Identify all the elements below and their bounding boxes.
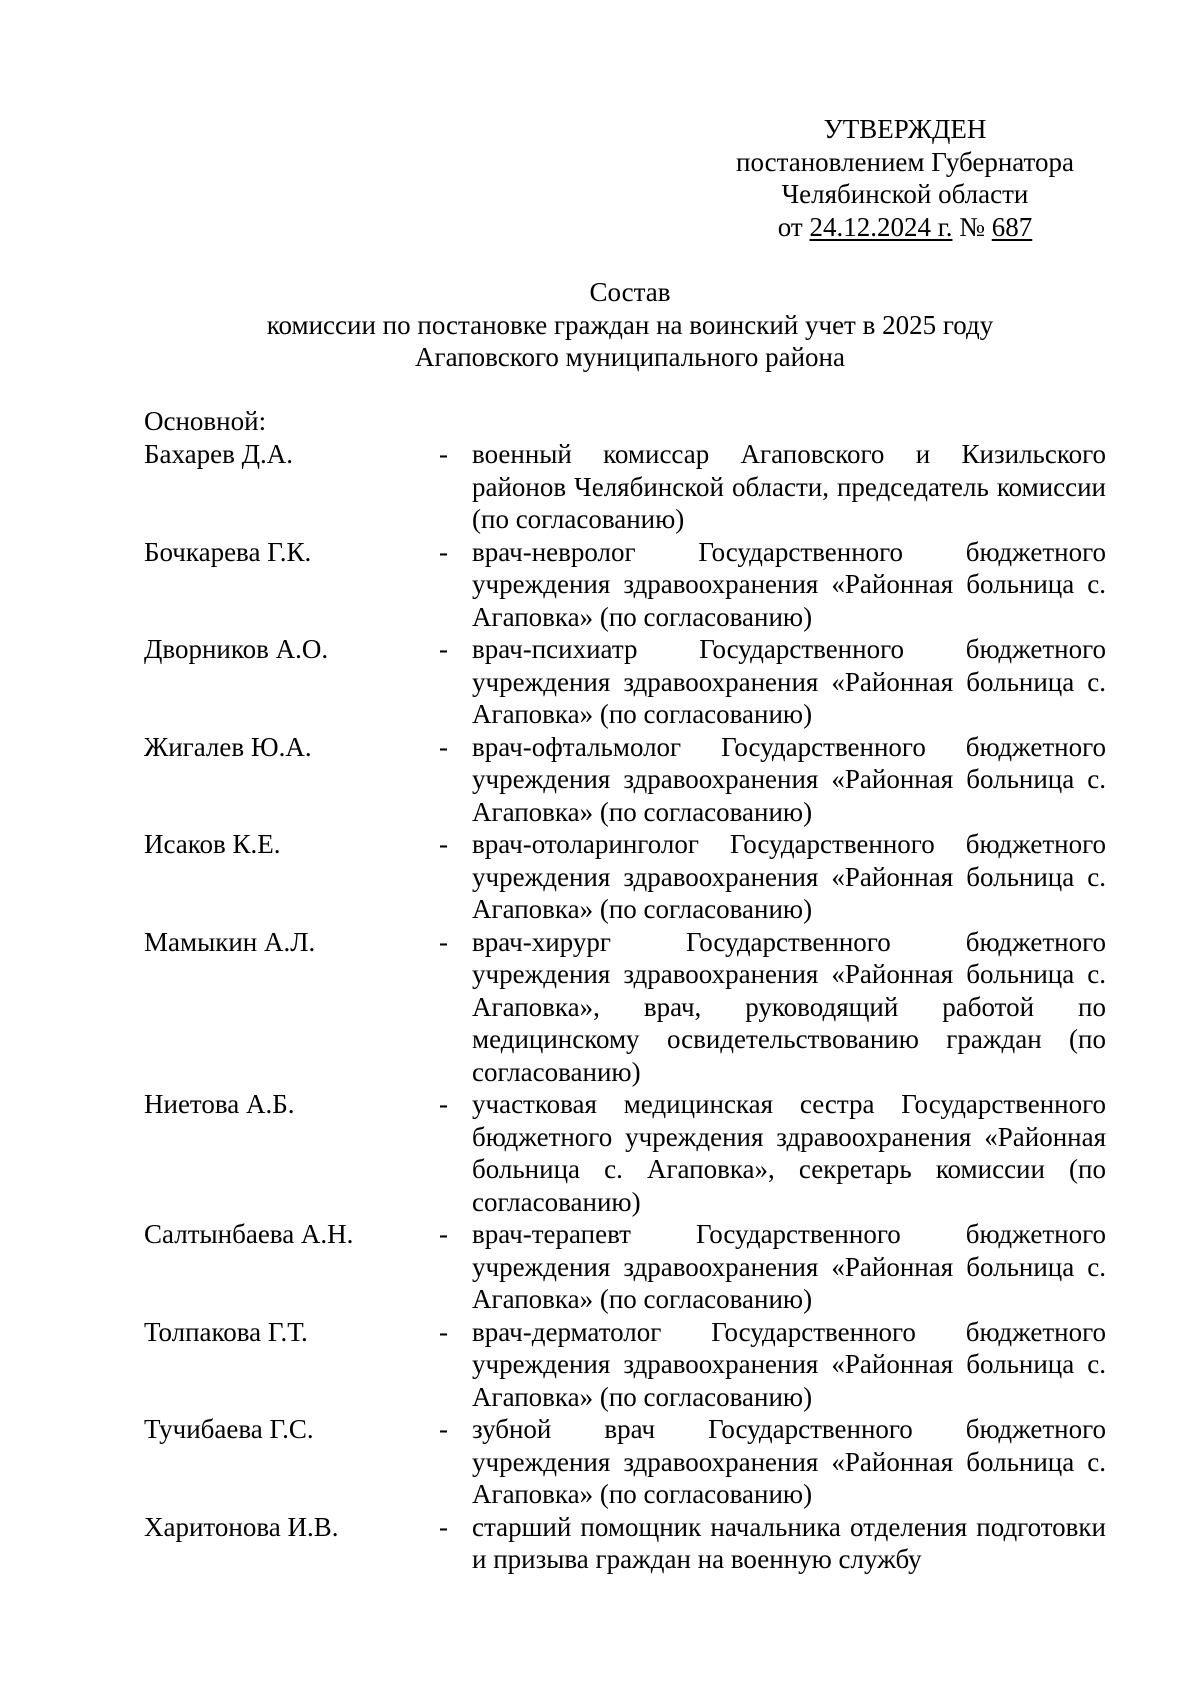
member-row [144,633,1104,731]
document-heading [150,276,1110,374]
member-name: Харитонова И.В. [144,1511,339,1542]
member-row [144,1088,1104,1218]
section-label: Основной: [144,406,267,436]
member-name: Жигалев Ю.А. [144,731,312,762]
member-role: врач-дерматолог Государственного бюджетного учреждения здравоохранения «Районная больница с. Агаповка» (по согласованию) [472,1316,1106,1412]
member-row [144,1218,1104,1316]
member-name: Бахарев Д.А. [144,439,294,469]
member-dash: - [439,1511,448,1542]
member-name: Салтынбаева А.Н. [144,1219,354,1249]
approval-number-sign: № [959,211,985,242]
member-role: врач-хирург Государственного бюджетного учреждения здравоохранения «Районная больница с. Агаповка», врач, руководящий работой по медицинскому освидетельствованию граждан (по согласованию) [472,926,1106,1087]
approval-stamp [720,113,1090,243]
member-dash: - [439,536,448,567]
heading-title: Состав [589,277,671,307]
member-name: Бочкарева Г.К. [144,536,312,567]
member-role: зубной врач Государственного бюджетного учреждения здравоохранения «Районная больница с. Агаповка» (по согласованию) [472,1414,1106,1509]
approval-date-line [720,211,1090,244]
member-role: врач-невролог Государственного бюджетного учреждения здравоохранения «Районная больница с. Агаповка» (по согласованию) [472,536,1106,632]
member-dash: - [439,1414,448,1444]
member-dash: - [439,731,448,762]
member-role: врач-терапевт Государственного бюджетного учреждения здравоохранения «Районная больница с. Агаповка» (по согласованию) [472,1219,1106,1314]
member-role: врач-офтальмолог Государственного бюджетного учреждения здравоохранения «Районная больница с. Агаповка» (по согласованию) [472,731,1106,827]
member-dash: - [439,829,448,859]
member-row [144,1413,1104,1511]
member-list [144,438,1104,1576]
member-row [144,1511,1104,1576]
member-row [144,1316,1104,1414]
member-role: врач-психиатр Государственного бюджетного учреждения здравоохранения «Районная больница с. Агаповка» (по согласованию) [472,634,1106,729]
heading-line-1: комиссии по постановке граждан на воинский учет в 2025 году [266,309,994,340]
approval-line-2: Челябинской области [781,179,1029,209]
member-row [144,438,1104,536]
member-name: Дворников А.О. [144,634,329,664]
member-name: Ниетова А.Б. [144,1089,295,1119]
member-name: Тучибаева Г.С. [144,1414,314,1444]
approval-number: 687 [991,211,1033,242]
member-role: участковая медицинская сестра Государственного бюджетного учреждения здравоохранения «Районная больница с. Агаповка», секретарь комиссии (по согласованию) [472,1089,1106,1217]
member-name: Толпакова Г.Т. [144,1316,308,1347]
member-role: старший помощник начальника отделения подготовки и призыва граждан на военную службу [472,1511,1106,1574]
member-row [144,828,1104,926]
member-row [144,536,1104,634]
member-name: Исаков К.Е. [144,829,281,859]
member-dash: - [439,1316,448,1347]
approval-date-prefix: от [777,211,803,242]
member-dash: - [439,439,448,469]
member-dash: - [439,1089,448,1119]
heading-line-2: Агаповского муниципального района [415,342,845,372]
member-row [144,731,1104,829]
member-dash: - [439,926,448,957]
approval-line-1: постановлением Губернатора [736,146,1074,177]
member-name: Мамыкин А.Л. [144,926,316,957]
member-row [144,926,1104,1089]
member-dash: - [439,634,448,664]
member-role: врач-отоларинголог Государственного бюджетного учреждения здравоохранения «Районная больница с. Агаповка» (по согласованию) [472,829,1106,924]
approval-title: УТВЕРЖДЕН [823,114,987,144]
approval-date: 24.12.2024 г. [809,211,953,242]
member-dash: - [439,1219,448,1249]
member-role: военный комиссар Агаповского и Кизильского районов Челябинской области, председатель комиссии (по согласованию) [472,439,1106,534]
